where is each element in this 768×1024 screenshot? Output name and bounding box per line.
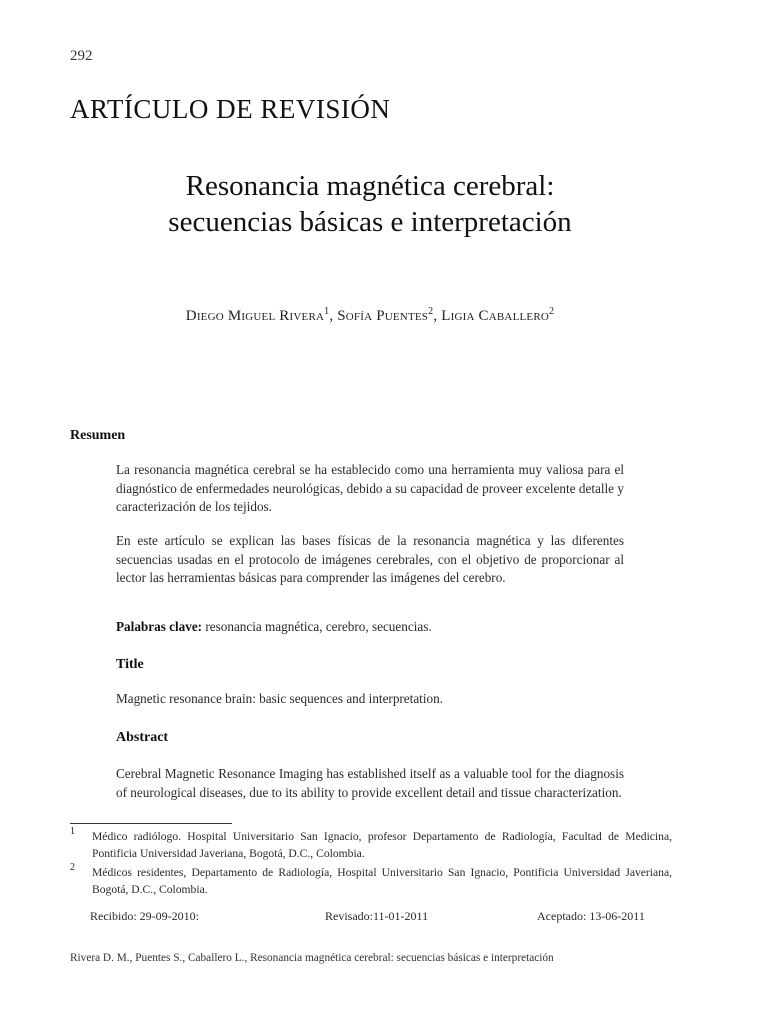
footnote-1-number: 1 (70, 826, 75, 837)
article-title-line-2: secuencias básicas e interpretación (168, 206, 572, 238)
date-received: Recibido: 29-09-2010: (90, 909, 199, 923)
date-accepted: Aceptado: 13-06-2011 (537, 909, 645, 923)
english-title-heading: Title (116, 657, 144, 672)
author-separator: , (433, 308, 442, 324)
author-2-affiliation-mark: 2 (428, 306, 434, 317)
resumen-heading: Resumen (70, 428, 126, 443)
abstract-paragraph: Cerebral Magnetic Resonance Imaging has established itself as a valuable tool for the diagnosis of neurological diseases, due to its ability to provide excellent detail and tissue characterization. (116, 766, 624, 800)
resumen-paragraph-1: La resonancia magnética cerebral se ha establecido como una herramienta muy valiosa para el diagnóstico de enfermedades neurológicas, debido a su capacidad de proveer excelente detalle y caracterización de los tejidos. (116, 462, 624, 514)
keywords (116, 619, 432, 635)
author-3: Ligia Caballero (441, 308, 550, 324)
footnote-1-text: Médico radiólogo. Hospital Universitario San Ignacio, profesor Departamento de Radiología, Facultad de Medicina, Pontificia Universidad Javeriana, Bogotá, D.C., Colombia. (92, 830, 672, 860)
author-3-affiliation-mark: 2 (549, 306, 555, 317)
section-type-heading: ARTÍCULO DE REVISIÓN (70, 94, 391, 124)
keywords-label: Palabras clave: (116, 619, 203, 634)
date-revised: Revisado:11-01-2011 (325, 909, 429, 923)
english-title-text: Magnetic resonance brain: basic sequences and interpretation. (116, 691, 443, 706)
running-citation: Rivera D. M., Puentes S., Caballero L., Resonancia magnética cerebral: secuencias básicas e interpretación (70, 952, 554, 964)
author-2: Sofía Puentes (337, 308, 429, 324)
article-title-line-1: Resonancia magnética cerebral: (185, 170, 555, 202)
author-1-affiliation-mark: 1 (324, 306, 330, 317)
author-list (0, 306, 740, 325)
resumen-paragraph-2: En este artículo se explican las bases físicas de la resonancia magnética y las diferentes secuencias usadas en el protocolo de imágenes cerebrales, con el objetivo de proporcionar al lector las herramientas básicas para comprender las imágenes del cerebro. (116, 533, 624, 585)
author-1: Diego Miguel Rivera (185, 308, 325, 324)
keywords-list: resonancia magnética, cerebro, secuencias. (202, 619, 432, 634)
author-separator: , (329, 308, 338, 324)
article-title (0, 168, 740, 240)
page-number: 292 (70, 48, 93, 64)
abstract-heading: Abstract (116, 730, 169, 745)
footnote-2-text: Médicos residentes, Departamento de Radiología, Hospital Universitario San Ignacio, Pontificia Universidad Javeriana, Bogotá, D.C., Colombia. (92, 866, 672, 896)
footnote-divider (70, 823, 232, 824)
footnote-2-number: 2 (70, 862, 75, 873)
